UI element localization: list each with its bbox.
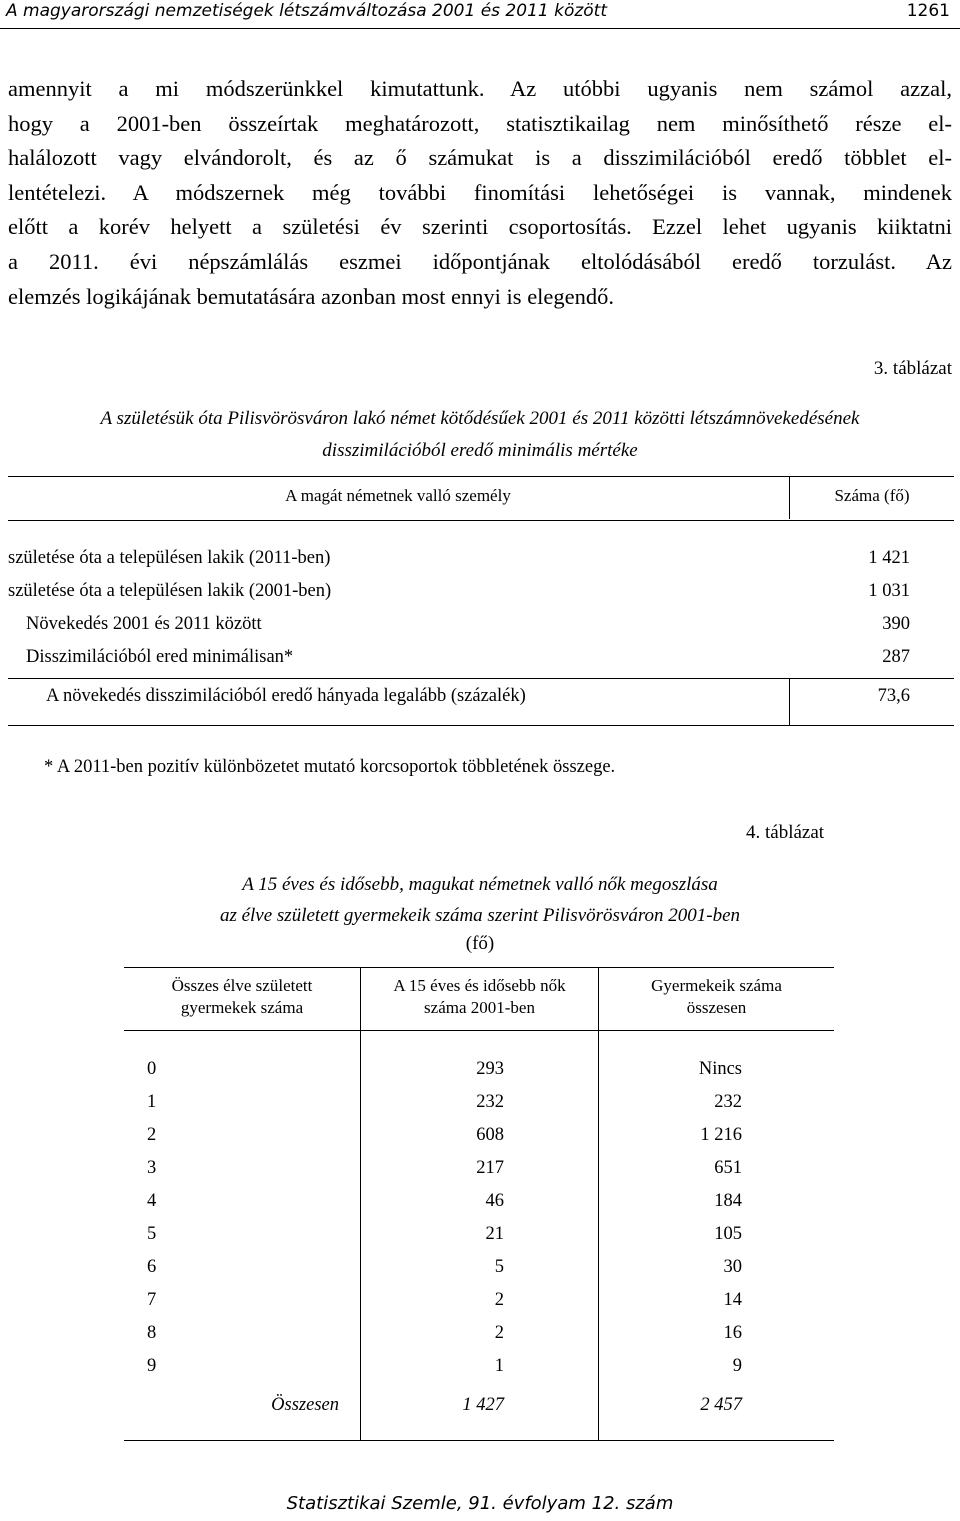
table3-footnote: * A 2011-ben pozitív különbözetet mutató korcsoportok többletének összege. bbox=[44, 757, 616, 777]
total-children: 2 457 bbox=[700, 1395, 742, 1415]
table3-label: 3. táblázat bbox=[873, 358, 952, 379]
journal-footer: Statisztikai Szemle, 91. évfolyam 12. szám bbox=[286, 1493, 674, 1514]
table-row bbox=[8, 577, 954, 610]
table4-col-header bbox=[599, 975, 834, 1019]
cell-women: 608 bbox=[476, 1125, 504, 1145]
cell-children: 3 bbox=[147, 1158, 157, 1178]
cell-women: 217 bbox=[476, 1158, 504, 1178]
table-row bbox=[124, 1323, 834, 1356]
cell-women: 293 bbox=[476, 1059, 504, 1079]
table4-bottom-rule bbox=[124, 1440, 834, 1441]
row-value: 1 031 bbox=[868, 581, 910, 601]
header-line: Gyermekeik száma bbox=[651, 976, 782, 995]
table4-col-header bbox=[124, 975, 360, 1019]
page-number: 1261 bbox=[906, 1, 950, 21]
table-row bbox=[124, 1158, 834, 1191]
table-row bbox=[124, 1356, 834, 1389]
header-line: A 15 éves és idősebb nők bbox=[393, 976, 566, 995]
table-row bbox=[124, 1191, 834, 1224]
cell-children: 0 bbox=[147, 1059, 157, 1079]
cell-children: 4 bbox=[147, 1191, 157, 1211]
cell-women: 1 bbox=[494, 1356, 504, 1376]
table3-bottom-rule bbox=[8, 725, 954, 726]
table-row bbox=[124, 1224, 834, 1257]
header-line: gyermekek száma bbox=[180, 998, 304, 1017]
table3-caption-line1: A születésük óta Pilisvörösváron lakó német kötődésűek 2001 és 2011 közötti létszámnövekedésének bbox=[100, 408, 860, 429]
cell-children: 8 bbox=[147, 1323, 157, 1343]
cell-women: 21 bbox=[485, 1224, 504, 1244]
table3-rule bbox=[8, 678, 954, 679]
body-line: amennyit a mi módszerünkkel kimutattunk. Az utóbbi ugyanis nem számol azzal, bbox=[8, 76, 952, 101]
table-row bbox=[8, 682, 954, 715]
body-line: hogy a 2001-ben összeírtak meghatározott, statisztikailag nem minősíthető része el- bbox=[8, 110, 952, 136]
table4-caption-line2: az élve született gyermekeik száma szerint Pilisvörösváron 2001-ben bbox=[219, 905, 741, 926]
header-line: Összes élve született bbox=[171, 976, 313, 995]
table-row bbox=[124, 1092, 834, 1125]
total-label: Összesen bbox=[271, 1395, 339, 1415]
table4 bbox=[124, 967, 834, 1441]
table4-label: 4. táblázat bbox=[746, 822, 825, 843]
row-label: Disszimilációból ered minimálisan* bbox=[26, 647, 294, 667]
table3-col-header: A magát németnek valló személy bbox=[285, 486, 511, 505]
row-value: 287 bbox=[882, 647, 910, 667]
table3-header bbox=[8, 476, 954, 521]
body-line: a 2011. évi népszámlálás eszmei időpontjának eltolódásából eredő torzulást. Az bbox=[8, 248, 952, 274]
row-label: születése óta a településen lakik (2011-ben) bbox=[8, 548, 331, 568]
table4-col-header bbox=[361, 975, 598, 1019]
table-row bbox=[8, 643, 954, 676]
table-row bbox=[8, 544, 954, 577]
row-label: A növekedés disszimilációból eredő hányada legalább (százalék) bbox=[46, 686, 526, 706]
cell-women: 5 bbox=[494, 1257, 504, 1277]
header-line: összesen bbox=[686, 998, 747, 1017]
cell-children: 2 bbox=[147, 1125, 157, 1145]
cell-children: 7 bbox=[147, 1290, 157, 1310]
body-line: elemzés logikájának bemutatására azonban most ennyi is elegendő. bbox=[8, 283, 615, 309]
table-row bbox=[124, 1290, 834, 1323]
row-value: 390 bbox=[882, 614, 910, 634]
table4-caption-line3: (fő) bbox=[465, 933, 495, 954]
cell-women: 2 bbox=[494, 1290, 504, 1310]
table-row bbox=[124, 1257, 834, 1290]
cell-children: 1 bbox=[147, 1092, 157, 1112]
cell-total-children: 16 bbox=[723, 1323, 742, 1343]
body-line: lentételezi. A módszernek még további finomítási lehetőségei is vannak, mindenek bbox=[8, 179, 952, 205]
table-total-row bbox=[124, 1395, 834, 1428]
cell-total-children: 14 bbox=[723, 1290, 742, 1310]
row-label: Növekedés 2001 és 2011 között bbox=[26, 614, 262, 634]
cell-total-children: 30 bbox=[723, 1257, 742, 1277]
table3-caption-line2: disszimilációból eredő minimális mértéke bbox=[322, 440, 638, 461]
header-line: száma 2001-ben bbox=[424, 998, 535, 1017]
cell-total-children: 184 bbox=[714, 1191, 742, 1211]
table4-header-rule bbox=[124, 1030, 834, 1031]
cell-children: 9 bbox=[147, 1356, 157, 1376]
cell-women: 2 bbox=[494, 1323, 504, 1343]
cell-children: 6 bbox=[147, 1257, 157, 1277]
cell-total-children: 105 bbox=[714, 1224, 742, 1244]
table-row bbox=[124, 1059, 834, 1092]
table4-caption-line1: A 15 éves és idősebb, magukat németnek valló nők megoszlása bbox=[242, 874, 718, 895]
cell-total-children: Nincs bbox=[698, 1059, 742, 1079]
body-line: halálozott vagy elvándorolt, és az ő számukat is a disszimilációból eredő többlet el- bbox=[8, 145, 952, 171]
total-women: 1 427 bbox=[462, 1395, 504, 1415]
body-line: előtt a korév helyett a születési év szerinti csoportosítás. Ezzel lehet ugyanis kiiktatni bbox=[8, 214, 952, 240]
cell-women: 46 bbox=[485, 1191, 504, 1211]
row-value: 73,6 bbox=[877, 686, 910, 706]
running-header bbox=[0, 0, 960, 29]
table-row bbox=[124, 1125, 834, 1158]
row-label: születése óta a településen lakik (2001-ben) bbox=[8, 581, 332, 601]
cell-women: 232 bbox=[476, 1092, 504, 1112]
running-title: A magyarországi nemzetiségek létszámváltozása 2001 és 2011 között bbox=[6, 1, 608, 21]
body-paragraph bbox=[8, 72, 952, 314]
table3 bbox=[8, 476, 954, 726]
table3-col-header: Száma (fő) bbox=[834, 486, 910, 505]
table-row bbox=[8, 610, 954, 643]
cell-children: 5 bbox=[147, 1224, 157, 1244]
row-value: 1 421 bbox=[868, 548, 910, 568]
cell-total-children: 651 bbox=[714, 1158, 742, 1178]
cell-total-children: 9 bbox=[732, 1356, 742, 1376]
table4-top-rule bbox=[124, 967, 834, 968]
cell-total-children: 1 216 bbox=[700, 1125, 742, 1145]
table3-column-divider bbox=[789, 476, 790, 519]
cell-total-children: 232 bbox=[714, 1092, 742, 1112]
